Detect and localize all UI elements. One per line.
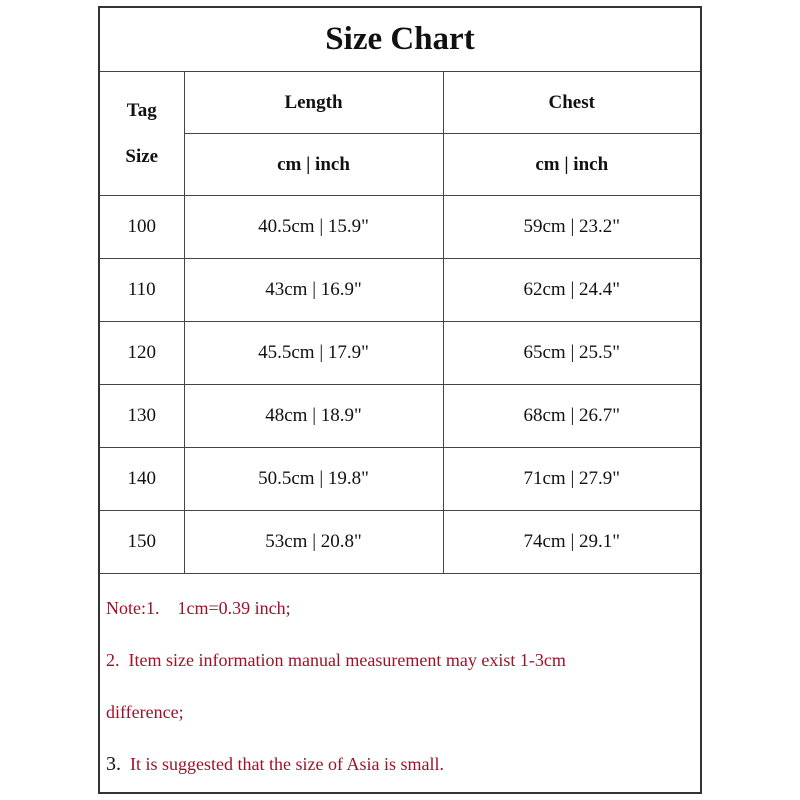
- note-3: [106, 744, 700, 796]
- notes-section: [100, 574, 700, 796]
- chest-unit: cm | inch: [443, 134, 700, 196]
- table-row: [100, 448, 700, 511]
- chest-cell: 68cm | 26.7": [443, 385, 700, 448]
- size-cell: 130: [100, 385, 184, 448]
- chest-cell: 74cm | 29.1": [443, 511, 700, 574]
- chart-title: Size Chart: [100, 8, 700, 72]
- length-header: Length: [184, 72, 443, 134]
- size-cell: 140: [100, 448, 184, 511]
- size-label: Size: [125, 145, 159, 167]
- tag-size-header: [100, 72, 184, 196]
- length-cell: 43cm | 16.9": [184, 259, 443, 322]
- length-cell: 48cm | 18.9": [184, 385, 443, 448]
- table-row: [100, 322, 700, 385]
- table-row: [100, 385, 700, 448]
- length-cell: 50.5cm | 19.8": [184, 448, 443, 511]
- size-cell: 110: [100, 259, 184, 322]
- note-2: 2. Item size information manual measurement may exist 1-3cm: [106, 650, 566, 670]
- table-row: [100, 259, 700, 322]
- note-1: Note:1. 1cm=0.39 inch;: [106, 598, 291, 618]
- tag-label: Tag: [126, 99, 157, 121]
- chest-cell: 65cm | 25.5": [443, 322, 700, 385]
- note-3-number: 3.: [106, 753, 121, 775]
- length-cell: 40.5cm | 15.9": [184, 196, 443, 259]
- chest-cell: 62cm | 24.4": [443, 259, 700, 322]
- size-cell: 100: [100, 196, 184, 259]
- length-cell: 45.5cm | 17.9": [184, 322, 443, 385]
- size-table: [100, 8, 700, 574]
- note-2-cont: difference;: [106, 702, 184, 722]
- chest-header: Chest: [443, 72, 700, 134]
- length-unit: cm | inch: [184, 134, 443, 196]
- chest-cell: 59cm | 23.2": [443, 196, 700, 259]
- size-chart: [98, 6, 702, 794]
- note-3-text: It is suggested that the size of Asia is small.: [130, 754, 444, 774]
- size-cell: 150: [100, 511, 184, 574]
- table-row: [100, 511, 700, 574]
- length-cell: 53cm | 20.8": [184, 511, 443, 574]
- table-row: [100, 196, 700, 259]
- chest-cell: 71cm | 27.9": [443, 448, 700, 511]
- size-cell: 120: [100, 322, 184, 385]
